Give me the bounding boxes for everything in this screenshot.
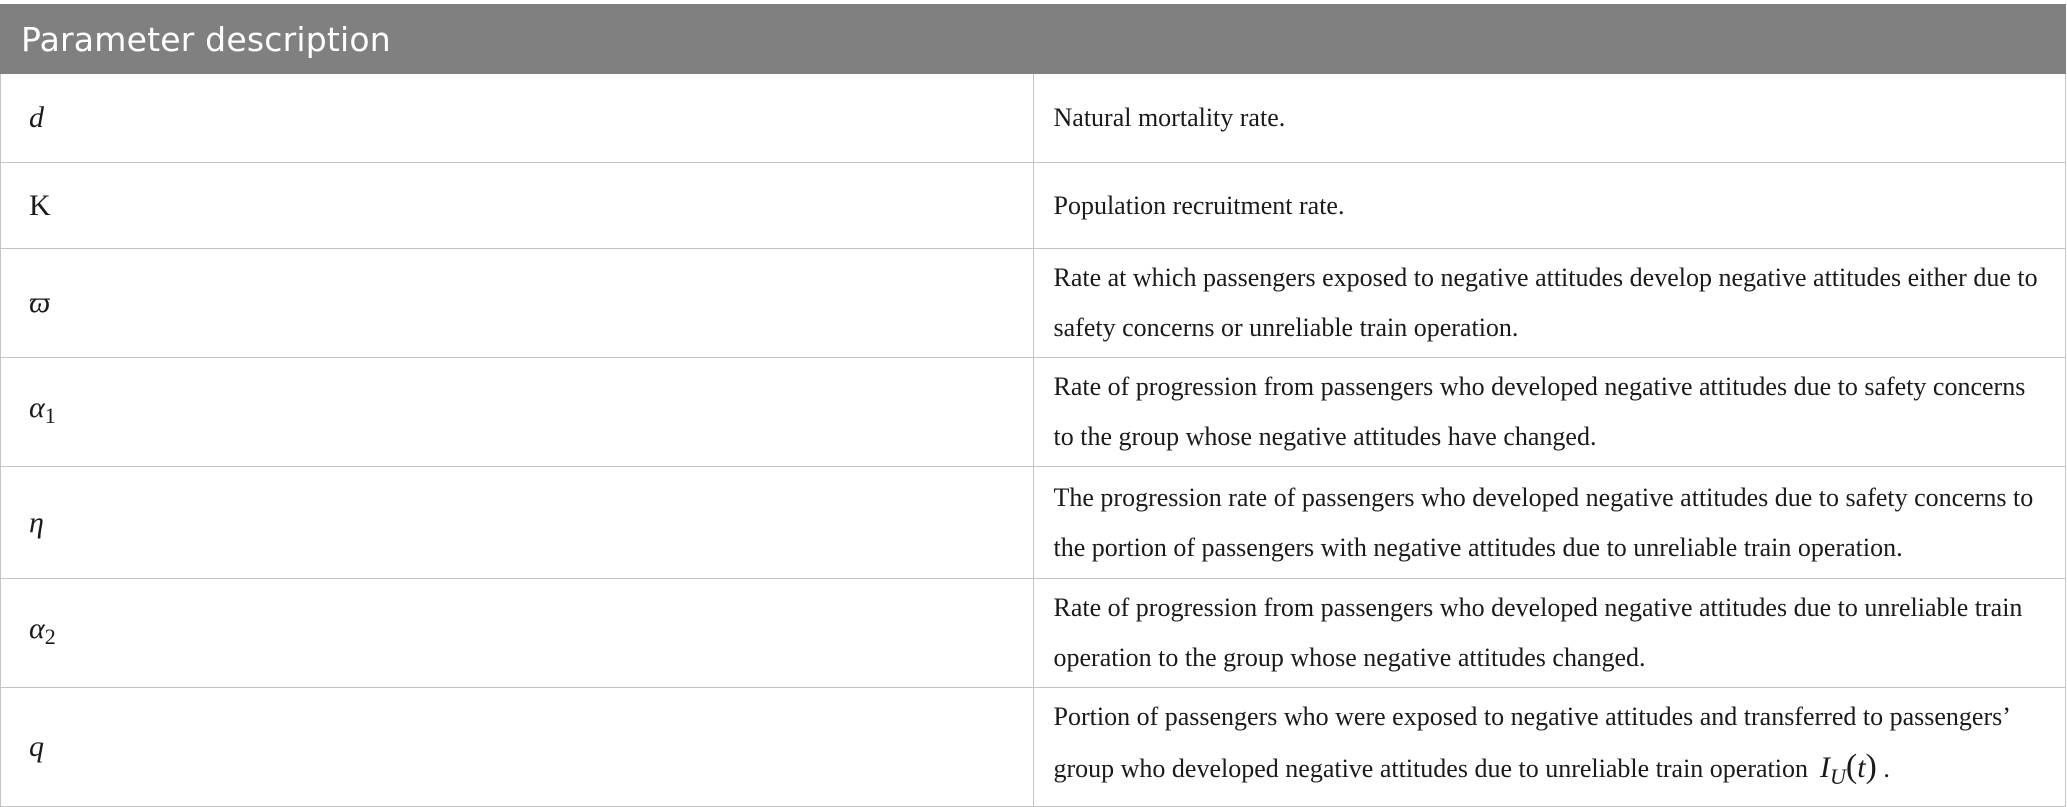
parameter-symbol <box>1 688 1034 807</box>
table-row <box>1 579 2066 688</box>
table-header-row <box>1 5 2066 74</box>
math-argument: t <box>1857 751 1866 784</box>
parameter-symbol <box>1 579 1034 688</box>
parameter-description: Rate of progression from passengers who developed negative attitudes due to safety concerns to the group whose negative attitudes have changed. <box>1033 358 2066 467</box>
math-variable: I <box>1819 751 1830 784</box>
symbol-text: η <box>29 505 44 539</box>
math-expression <box>1819 748 1877 789</box>
parameter-description: Rate at which passengers exposed to negative attitudes develop negative attitudes either due to safety concerns or unreliable train operation. <box>1033 249 2066 358</box>
symbol-text: ϖ <box>29 286 51 319</box>
parameter-symbol <box>1 358 1034 467</box>
table-header: Parameter description <box>1 5 2066 74</box>
parameter-description: Natural mortality rate. <box>1033 74 2066 163</box>
symbol-text: α <box>29 612 45 645</box>
description-end: . <box>1883 754 1890 783</box>
symbol-text: α <box>29 391 45 424</box>
math-open-paren: ( <box>1845 748 1858 785</box>
parameter-table-container <box>0 4 2066 807</box>
table-row <box>1 74 2066 163</box>
table-row <box>1 163 2066 249</box>
symbol-subscript: 1 <box>44 403 56 428</box>
symbol-text: K <box>29 188 51 222</box>
parameter-symbol <box>1 249 1034 358</box>
table-row <box>1 467 2066 579</box>
table-row <box>1 249 2066 358</box>
table-row <box>1 358 2066 467</box>
parameter-symbol <box>1 163 1034 249</box>
symbol-text: q <box>29 730 44 763</box>
parameter-description <box>1033 688 2066 807</box>
parameter-symbol <box>1 74 1034 163</box>
parameter-table <box>0 4 2066 807</box>
table-row <box>1 688 2066 807</box>
parameter-symbol <box>1 467 1034 579</box>
math-subscript: U <box>1829 764 1846 789</box>
symbol-subscript: 2 <box>44 624 56 649</box>
description-text: Portion of passengers who were exposed to negative attitudes and transferred to passengers’ group who developed negative attitudes due to unreliable train operation <box>1053 702 2009 783</box>
parameter-description: Rate of progression from passengers who developed negative attitudes due to unreliable train operation to the group whose negative attitudes changed. <box>1033 579 2066 688</box>
symbol-text: d <box>29 101 44 134</box>
parameter-description: The progression rate of passengers who developed negative attitudes due to safety concerns to the portion of passengers with negative attitudes due to unreliable train operation. <box>1033 467 2066 579</box>
parameter-description: Population recruitment rate. <box>1033 163 2066 249</box>
math-close-paren: ) <box>1865 748 1877 785</box>
